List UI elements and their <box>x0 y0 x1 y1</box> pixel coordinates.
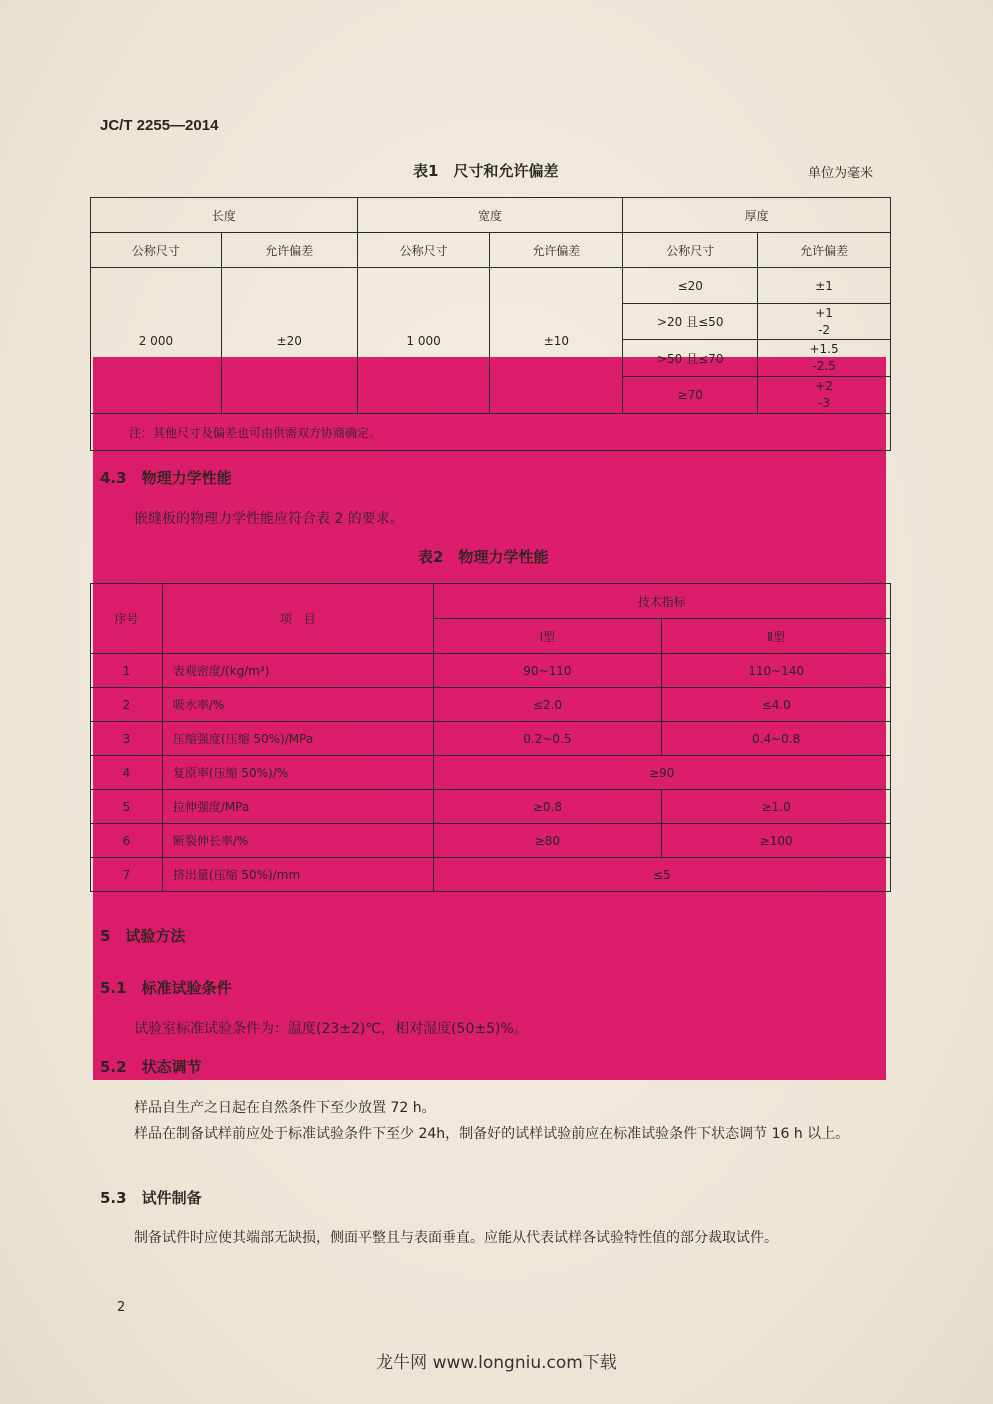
row-item: 断裂伸长率/% <box>162 824 433 858</box>
table-row <box>91 858 891 892</box>
section-4-3-heading: 4.3 物理力学性能 <box>100 469 232 487</box>
section-5-2-text-1: 样品自生产之日起在自然条件下至少放置 72 h。 <box>134 1100 436 1116</box>
table1-caption: 表1 尺寸和允许偏差 <box>413 162 559 180</box>
row-item: 拉伸强度/MPa <box>162 790 433 824</box>
subheader-nominal: 公称尺寸 <box>357 233 490 268</box>
row-type-2: ≥100 <box>662 824 891 858</box>
header-serial: 序号 <box>91 584 163 654</box>
row-type-2: ≤4.0 <box>662 688 891 722</box>
length-nominal-cell: 2 000 <box>91 268 222 414</box>
section-4-3-text: 嵌缝板的物理力学性能应符合表 2 的要求。 <box>134 511 404 527</box>
subheader-tolerance: 允许偏差 <box>221 233 357 268</box>
standard-code: JC/T 2255—2014 <box>100 117 219 134</box>
section-5-2-text-2: 样品在制备试样前应处于标准试验条件下至少 24h，制备好的试样试验前应在标准试验条件下状态调节 16 h 以上。 <box>134 1126 850 1142</box>
table-row <box>91 790 891 824</box>
page-number: 2 <box>117 1300 126 1315</box>
thickness-nominal-cell: ≤20 <box>623 268 758 304</box>
tolerance-upper: +1.5 <box>809 342 839 356</box>
row-number: 3 <box>91 722 163 756</box>
thickness-nominal-cell: >50 且≤70 <box>623 340 758 377</box>
table-row <box>91 824 891 858</box>
width-nominal-cell: 1 000 <box>357 268 490 414</box>
row-item: 表观密度/(kg/m³) <box>162 654 433 688</box>
download-watermark: 龙牛网 www.longniu.com下载 <box>376 1353 617 1373</box>
tolerance-upper: +1 <box>815 305 833 320</box>
row-number: 1 <box>91 654 163 688</box>
row-number: 5 <box>91 790 163 824</box>
table-physical-properties <box>90 583 891 892</box>
header-width: 宽度 <box>357 198 623 233</box>
row-merged-value: ≤5 <box>433 858 890 892</box>
thickness-tolerance-cell: ±1 <box>758 268 891 304</box>
row-type-1: ≤2.0 <box>433 688 662 722</box>
tolerance-lower: -2 <box>818 322 831 337</box>
length-tolerance-cell: ±20 <box>221 268 357 414</box>
header-type-2: Ⅱ型 <box>662 619 891 654</box>
row-type-1: ≥0.8 <box>433 790 662 824</box>
header-item: 项 目 <box>162 584 433 654</box>
section-5-3-heading: 5.3 试件制备 <box>100 1189 202 1207</box>
section-5-heading: 5 试验方法 <box>100 927 186 945</box>
section-5-2-heading: 5.2 状态调节 <box>100 1058 202 1076</box>
row-type-2: 110~140 <box>662 654 891 688</box>
table-row <box>91 756 891 790</box>
subheader-nominal: 公称尺寸 <box>623 233 758 268</box>
thickness-nominal-cell: ≥70 <box>623 377 758 414</box>
subheader-tolerance: 允许偏差 <box>490 233 623 268</box>
width-tolerance-cell: ±10 <box>490 268 623 414</box>
thickness-tolerance-cell <box>758 377 891 414</box>
row-number: 4 <box>91 756 163 790</box>
row-number: 6 <box>91 824 163 858</box>
thickness-nominal-cell: >20 且≤50 <box>623 304 758 340</box>
row-type-2: 0.4~0.8 <box>662 722 891 756</box>
row-type-2: ≥1.0 <box>662 790 891 824</box>
table-dimensions <box>90 197 891 451</box>
row-item: 复原率(压缩 50%)/% <box>162 756 433 790</box>
section-5-1-text: 试验室标准试验条件为：温度(23±2)℃，相对湿度(50±5)%。 <box>134 1021 528 1037</box>
header-thickness: 厚度 <box>623 198 891 233</box>
row-item: 挤出量(压缩 50%)/mm <box>162 858 433 892</box>
row-merged-value: ≥90 <box>433 756 890 790</box>
table1-note: 注：其他尺寸及偏差也可由供需双方协商确定。 <box>91 414 891 451</box>
row-item: 吸水率/% <box>162 688 433 722</box>
tolerance-lower: -3 <box>818 396 831 410</box>
subheader-tolerance: 允许偏差 <box>758 233 891 268</box>
tolerance-upper: +2 <box>815 379 833 393</box>
row-type-1: 90~110 <box>433 654 662 688</box>
table1-unit: 单位为毫米 <box>808 166 874 181</box>
header-length: 长度 <box>91 198 358 233</box>
section-5-3-text: 制备试件时应使其端部无缺损，侧面平整且与表面垂直。应能从代表试样各试验特性值的部分裁取试件。 <box>134 1230 778 1246</box>
table2-caption: 表2 物理力学性能 <box>418 548 549 566</box>
row-number: 7 <box>91 858 163 892</box>
thickness-tolerance-cell <box>758 340 891 377</box>
section-5-1-heading: 5.1 标准试验条件 <box>100 979 232 997</box>
row-type-1: ≥80 <box>433 824 662 858</box>
subheader-nominal: 公称尺寸 <box>91 233 222 268</box>
row-type-1: 0.2~0.5 <box>433 722 662 756</box>
header-type-1: Ⅰ型 <box>433 619 662 654</box>
tolerance-lower: -2.5 <box>812 359 836 373</box>
row-item: 压缩强度(压缩 50%)/MPa <box>162 722 433 756</box>
table-row <box>91 654 891 688</box>
table-row <box>91 688 891 722</box>
row-number: 2 <box>91 688 163 722</box>
thickness-tolerance-cell <box>758 304 891 340</box>
header-spec: 技术指标 <box>433 584 890 619</box>
table-row <box>91 722 891 756</box>
